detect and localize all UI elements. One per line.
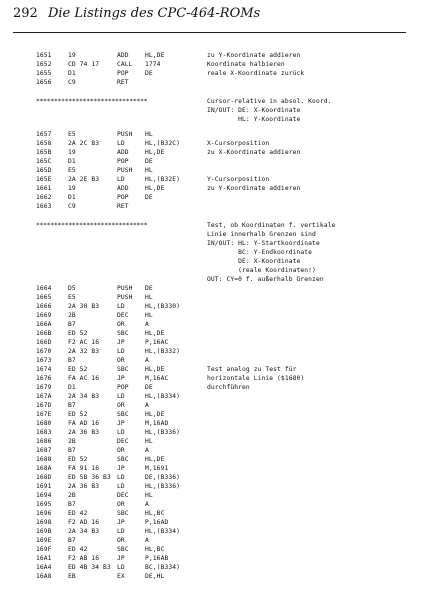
listing-row <box>0 438 421 446</box>
opcode-bytes: 2A 34 B3 <box>68 393 100 400</box>
comment-text: OUT: CY=0 f. außerhalb Grenzen <box>207 276 324 283</box>
address: 1698 <box>36 519 52 526</box>
operand: HL <box>145 438 153 445</box>
comment: durchführen <box>207 384 250 391</box>
comment-line <box>0 231 421 239</box>
mnemonic: SBC <box>117 411 129 418</box>
comment: Test analog zu Test für <box>207 366 297 373</box>
comment-line <box>0 249 421 257</box>
address: 1679 <box>36 384 52 391</box>
operand: HL,(B330) <box>145 303 181 310</box>
mnemonic: OR <box>117 321 125 328</box>
opcode-bytes: ED 42 <box>68 546 88 553</box>
address: 1665 <box>36 294 52 301</box>
address: 166D <box>36 339 52 346</box>
listing-row <box>0 348 421 356</box>
listing-row <box>0 79 421 87</box>
operand: HL,DE <box>145 366 165 373</box>
opcode-bytes: E5 <box>68 131 76 138</box>
mnemonic: JP <box>117 555 125 562</box>
operand: HL,(B336) <box>145 429 181 436</box>
opcode-bytes: FA 91 16 <box>68 465 100 472</box>
mnemonic: OR <box>117 537 125 544</box>
mnemonic: OR <box>117 402 125 409</box>
opcode-bytes: D1 <box>68 384 76 391</box>
listing-row <box>0 366 421 374</box>
section-separator <box>0 98 421 106</box>
operand: DE <box>145 285 153 292</box>
opcode-bytes: E5 <box>68 294 76 301</box>
opcode-bytes: FA AD 16 <box>68 420 100 427</box>
listing-row <box>0 447 421 455</box>
operand: HL,DE <box>145 185 165 192</box>
listing-row <box>0 420 421 428</box>
opcode-bytes: C9 <box>68 79 76 86</box>
address: 16A1 <box>36 555 52 562</box>
operand: HL,(B32E) <box>145 176 181 183</box>
address: 1676 <box>36 375 52 382</box>
address: 1683 <box>36 429 52 436</box>
mnemonic: LD <box>117 303 125 310</box>
operand: HL <box>145 167 153 174</box>
mnemonic: SBC <box>117 510 129 517</box>
address: 1657 <box>36 131 52 138</box>
address: 1670 <box>36 348 52 355</box>
listing-row <box>0 375 421 383</box>
address: 169E <box>36 537 52 544</box>
comment-text: Linie innerhalb Grenzen sind <box>207 231 316 238</box>
opcode-bytes: 2A 2E B3 <box>68 176 100 183</box>
operand: A <box>145 501 149 508</box>
mnemonic: POP <box>117 194 129 201</box>
opcode-bytes: ED 52 <box>68 456 88 463</box>
listing-row <box>0 158 421 166</box>
opcode-bytes: B7 <box>68 402 76 409</box>
address: 168D <box>36 474 52 481</box>
address: 165E <box>36 176 52 183</box>
listing-row <box>0 52 421 60</box>
address: 1652 <box>36 61 52 68</box>
mnemonic: RET <box>117 79 129 86</box>
opcode-bytes: 2A 36 B3 <box>68 429 100 436</box>
address: 16A4 <box>36 564 52 571</box>
opcode-bytes: D1 <box>68 70 76 77</box>
mnemonic: PUSH <box>117 294 133 301</box>
address: 165B <box>36 149 52 156</box>
mnemonic: ADD <box>117 185 129 192</box>
listing-row <box>0 555 421 563</box>
comment-text: HL: Y-Koordinate <box>207 116 301 123</box>
mnemonic: EX <box>117 573 125 580</box>
opcode-bytes: 2A 32 B3 <box>68 348 100 355</box>
address: 1662 <box>36 194 52 201</box>
listing-row <box>0 285 421 293</box>
listing-row <box>0 429 421 437</box>
listing-row <box>0 131 421 139</box>
address: 168A <box>36 465 52 472</box>
listing-row <box>0 564 421 572</box>
operand: DE,HL <box>145 573 165 580</box>
opcode-bytes: B7 <box>68 537 76 544</box>
address: 1691 <box>36 483 52 490</box>
comment: zu Y-Koordinate addieren <box>207 185 301 192</box>
operand: DE <box>145 194 153 201</box>
listing-row <box>0 393 421 401</box>
operand: HL <box>145 492 153 499</box>
separator-stars: ******************************* <box>36 222 148 229</box>
mnemonic: CALL <box>117 61 133 68</box>
mnemonic: LD <box>117 176 125 183</box>
opcode-bytes: 2A 36 B3 <box>68 483 100 490</box>
opcode-bytes: ED 52 <box>68 330 88 337</box>
opcode-bytes: ED 42 <box>68 510 88 517</box>
address: 167D <box>36 402 52 409</box>
address: 1674 <box>36 366 52 373</box>
operand: DE <box>145 70 153 77</box>
opcode-bytes: 2B <box>68 438 76 445</box>
mnemonic: SBC <box>117 330 129 337</box>
address: 1655 <box>36 70 52 77</box>
mnemonic: LD <box>117 348 125 355</box>
mnemonic: LD <box>117 140 125 147</box>
listing-row <box>0 402 421 410</box>
mnemonic: OR <box>117 447 125 454</box>
opcode-bytes: ED 4B 34 B3 <box>68 564 111 571</box>
listing-row <box>0 194 421 202</box>
address: 1695 <box>36 501 52 508</box>
listing-row <box>0 321 421 329</box>
operand: A <box>145 321 149 328</box>
comment-line <box>0 258 421 266</box>
address: 167E <box>36 411 52 418</box>
operand: DE,(B336) <box>145 474 181 481</box>
address: 167A <box>36 393 52 400</box>
operand: HL,(B32C) <box>145 140 181 147</box>
opcode-bytes: ED 52 <box>68 366 88 373</box>
address: 1687 <box>36 447 52 454</box>
section-title: Cursor-relative in absol. Koord. <box>207 98 332 105</box>
mnemonic: JP <box>117 465 125 472</box>
listing-row <box>0 573 421 581</box>
address: 1661 <box>36 185 52 192</box>
operand: HL <box>145 131 153 138</box>
operand: HL,(B332) <box>145 348 181 355</box>
address: 1666 <box>36 303 52 310</box>
operand: A <box>145 537 149 544</box>
listing-row <box>0 339 421 347</box>
mnemonic: LD <box>117 528 125 535</box>
address: 1663 <box>36 203 52 210</box>
opcode-bytes: F2 AB 16 <box>68 555 100 562</box>
listing-row <box>0 303 421 311</box>
comment-line <box>0 267 421 275</box>
opcode-bytes: 19 <box>68 185 76 192</box>
operand: 1774 <box>145 61 161 68</box>
address: 1658 <box>36 140 52 147</box>
listing-row <box>0 537 421 545</box>
comment-text: IN/OUT: DE: X-Koordinate <box>207 107 301 114</box>
comment-text: IN/OUT: HL: Y-Startkoordinate <box>207 240 320 247</box>
operand: M,16AC <box>145 375 169 382</box>
mnemonic: LD <box>117 483 125 490</box>
mnemonic: POP <box>117 158 129 165</box>
operand: A <box>145 357 149 364</box>
listing-row <box>0 149 421 157</box>
operand: HL,DE <box>145 330 165 337</box>
mnemonic: OR <box>117 501 125 508</box>
listing-row <box>0 312 421 320</box>
operand: BC,(B334) <box>145 564 181 571</box>
address: 1694 <box>36 492 52 499</box>
listing-row <box>0 465 421 473</box>
listing-row <box>0 510 421 518</box>
mnemonic: LD <box>117 564 125 571</box>
mnemonic: POP <box>117 70 129 77</box>
comment-line <box>0 116 421 124</box>
listing-row <box>0 330 421 338</box>
opcode-bytes: 19 <box>68 149 76 156</box>
listing-row <box>0 384 421 392</box>
opcode-bytes: B7 <box>68 447 76 454</box>
address: 1673 <box>36 357 52 364</box>
opcode-bytes: F2 AD 16 <box>68 519 100 526</box>
address: 1669 <box>36 312 52 319</box>
comment: horizontale Linie ($1680) <box>207 375 305 382</box>
operand: HL,DE <box>145 149 165 156</box>
listing-row <box>0 519 421 527</box>
listing-row <box>0 167 421 175</box>
listing-row <box>0 176 421 184</box>
opcode-bytes: ED 5B 36 B3 <box>68 474 111 481</box>
operand: HL,DE <box>145 52 165 59</box>
opcode-bytes: D5 <box>68 285 76 292</box>
opcode-bytes: FA AC 16 <box>68 375 100 382</box>
opcode-bytes: B7 <box>68 321 76 328</box>
operand: M,1691 <box>145 465 169 472</box>
address: 1664 <box>36 285 52 292</box>
operand: A <box>145 402 149 409</box>
operand: DE <box>145 384 153 391</box>
comment: X-Cursorposition <box>207 140 270 147</box>
mnemonic: POP <box>117 384 129 391</box>
mnemonic: SBC <box>117 366 129 373</box>
listing-row <box>0 546 421 554</box>
mnemonic: ADD <box>117 149 129 156</box>
mnemonic: OR <box>117 357 125 364</box>
address: 1651 <box>36 52 52 59</box>
mnemonic: JP <box>117 519 125 526</box>
operand: P,16AB <box>145 555 169 562</box>
address: 165C <box>36 158 52 165</box>
mnemonic: ADD <box>117 52 129 59</box>
mnemonic: DEC <box>117 438 129 445</box>
mnemonic: SBC <box>117 456 129 463</box>
listing-row <box>0 501 421 509</box>
opcode-bytes: B7 <box>68 501 76 508</box>
mnemonic: JP <box>117 375 125 382</box>
mnemonic: JP <box>117 339 125 346</box>
address: 165D <box>36 167 52 174</box>
address: 169F <box>36 546 52 553</box>
address: 1656 <box>36 79 52 86</box>
section-separator <box>0 222 421 230</box>
listing-row <box>0 294 421 302</box>
listing-row <box>0 474 421 482</box>
opcode-bytes: E5 <box>68 167 76 174</box>
listing-row <box>0 492 421 500</box>
operand: P,16AD <box>145 519 169 526</box>
opcode-bytes: B7 <box>68 357 76 364</box>
operand: HL,BC <box>145 546 165 553</box>
comment: zu Y-Koordinate addieren <box>207 52 301 59</box>
address: 169B <box>36 528 52 535</box>
comment: zu X-Koordinate addieren <box>207 149 301 156</box>
opcode-bytes: 19 <box>68 52 76 59</box>
page-number: 292 <box>13 6 38 21</box>
address: 1696 <box>36 510 52 517</box>
operand: P,16AC <box>145 339 169 346</box>
mnemonic: DEC <box>117 312 129 319</box>
opcode-bytes: 2A 30 B3 <box>68 303 100 310</box>
operand: HL,DE <box>145 456 165 463</box>
operand: A <box>145 447 149 454</box>
comment-line <box>0 107 421 115</box>
comment-text: (reale Koordinaten!) <box>207 267 316 274</box>
opcode-bytes: F2 AC 16 <box>68 339 100 346</box>
listing-row <box>0 203 421 211</box>
comment-line <box>0 276 421 284</box>
address: 1680 <box>36 420 52 427</box>
comment: reale X-Koordinate zurück <box>207 70 305 77</box>
operand: HL <box>145 294 153 301</box>
address: 16A8 <box>36 573 52 580</box>
mnemonic: PUSH <box>117 285 133 292</box>
mnemonic: RET <box>117 203 129 210</box>
mnemonic: LD <box>117 474 125 481</box>
opcode-bytes: 2A 2C B3 <box>68 140 100 147</box>
mnemonic: LD <box>117 393 125 400</box>
listing-row <box>0 70 421 78</box>
opcode-bytes: CD 74 17 <box>68 61 100 68</box>
listing-row <box>0 483 421 491</box>
mnemonic: PUSH <box>117 131 133 138</box>
listing-row <box>0 528 421 536</box>
address: 166A <box>36 321 52 328</box>
comment-line <box>0 240 421 248</box>
opcode-bytes: 2B <box>68 492 76 499</box>
listing-row <box>0 185 421 193</box>
listing-row <box>0 411 421 419</box>
opcode-bytes: EB <box>68 573 76 580</box>
listing-row <box>0 357 421 365</box>
operand: HL <box>145 312 153 319</box>
operand: HL,BC <box>145 510 165 517</box>
listing-row <box>0 61 421 69</box>
section-title: Test, ob Koordinaten f. vertikale <box>207 222 336 229</box>
page-title: Die Listings des CPC-464-ROMs <box>47 6 261 21</box>
listing-row <box>0 456 421 464</box>
operand: HL,(B336) <box>145 483 181 490</box>
opcode-bytes: C9 <box>68 203 76 210</box>
comment: Y-Cursorposition <box>207 176 270 183</box>
opcode-bytes: 2A 34 B3 <box>68 528 100 535</box>
mnemonic: DEC <box>117 492 129 499</box>
separator-stars: ******************************* <box>36 98 148 105</box>
operand: HL,(B334) <box>145 393 181 400</box>
opcode-bytes: 2B <box>68 312 76 319</box>
listing-row <box>0 140 421 148</box>
mnemonic: JP <box>117 420 125 427</box>
address: 1688 <box>36 456 52 463</box>
opcode-bytes: D1 <box>68 158 76 165</box>
mnemonic: SBC <box>117 546 129 553</box>
mnemonic: LD <box>117 429 125 436</box>
comment-text: BC: Y-Endkoordinate <box>207 249 313 256</box>
address: 1686 <box>36 438 52 445</box>
operand: M,16AD <box>145 420 169 427</box>
comment: Koordinate halbieren <box>207 61 285 68</box>
operand: DE <box>145 158 153 165</box>
opcode-bytes: ED 52 <box>68 411 88 418</box>
mnemonic: PUSH <box>117 167 133 174</box>
address: 166B <box>36 330 52 337</box>
comment-text: DE: X-Koordinate <box>207 258 301 265</box>
opcode-bytes: D1 <box>68 194 76 201</box>
operand: HL,(B334) <box>145 528 181 535</box>
operand: HL,DE <box>145 411 165 418</box>
